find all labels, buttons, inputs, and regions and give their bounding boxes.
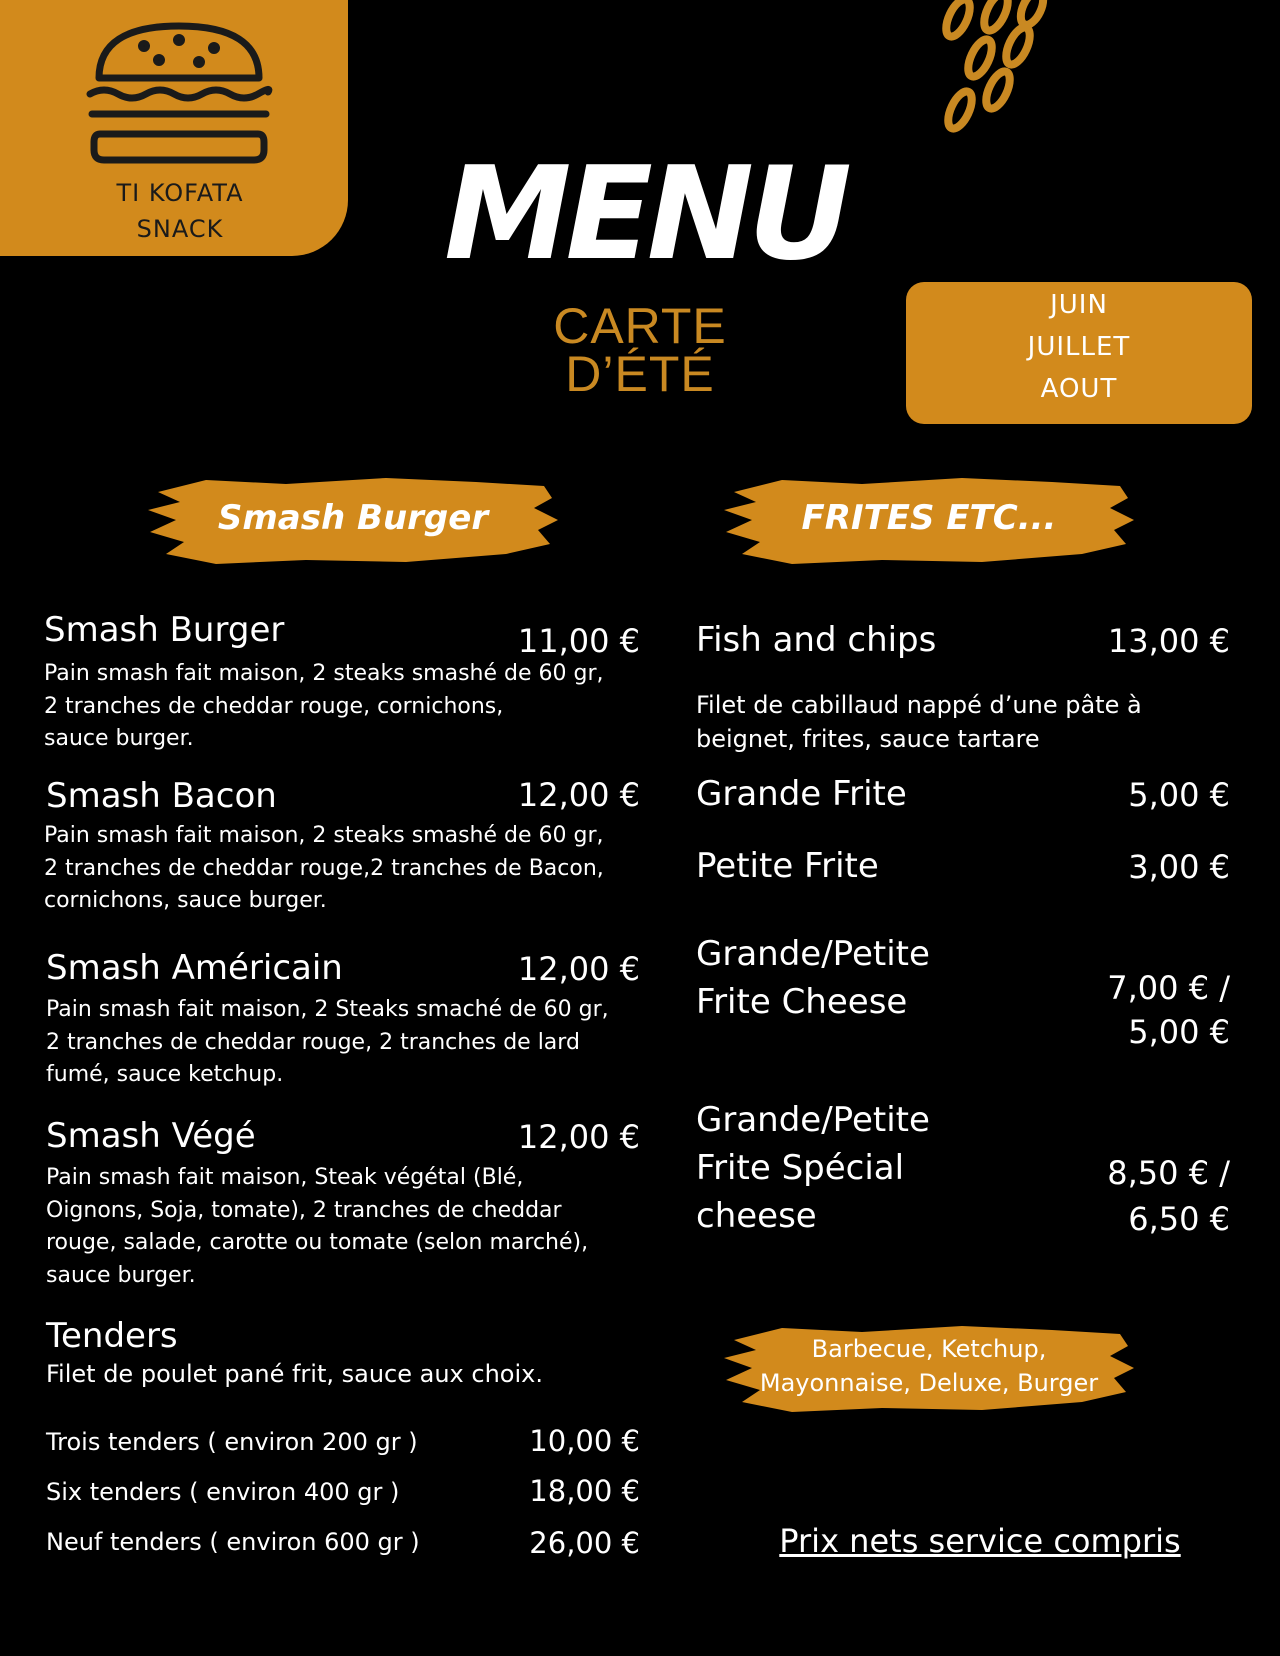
sauces-badge (722, 1320, 1136, 1416)
menu-item-price: 12,00 € (517, 776, 640, 814)
menu-item-price: 13,00 € (1107, 622, 1230, 660)
menu-item-name: Grande/Petite Frite Spécial cheese (696, 1100, 930, 1236)
month-july: JUILLET (1027, 332, 1131, 362)
menu-item-name: Fish and chips (696, 620, 937, 660)
menu-item-description: Filet de cabillaud nappé d’une pâte à beignet, frites, sauce tartare (696, 691, 1142, 753)
menu-item-description: Pain smash fait maison, Steak végétal (Blé, Oignons, Soja, tomate), 2 tranches de cheddar rouge, salade, carotte ou tomate (selon marché), sauce burger. (46, 1165, 589, 1288)
subtitle-line2: D’ÉTÉ (565, 346, 715, 402)
tender-option-label: Trois tenders ( environ 200 gr ) (46, 1428, 418, 1456)
logo-name-line1: TI KOFATA (116, 179, 244, 207)
section-header-burgers (146, 472, 560, 568)
logo-name-line2: SNACK (136, 215, 224, 243)
tender-option-price: 18,00 € (529, 1474, 640, 1508)
sauces-line2: Mayonnaise, Deluxe, Burger (759, 1369, 1099, 1397)
menu-item-name: Smash Américain (46, 948, 343, 988)
logo-block (0, 0, 348, 256)
menu-item-price: 7,00 € / 5,00 € (1107, 969, 1230, 1051)
menu-item-description: Pain smash fait maison, 2 Steaks smaché de 60 gr, 2 tranches de cheddar rouge, 2 tranches de lard fumé, sauce ketchup. (46, 997, 609, 1087)
menu-item-description: Pain smash fait maison, 2 steaks smashé de 60 gr, 2 tranches de cheddar rouge,2 tranches de Bacon, cornichons, sauce burger. (44, 823, 604, 913)
tenders-name: Tenders (46, 1316, 178, 1356)
menu-item-price: 5,00 € (1128, 776, 1230, 814)
burger-icon (84, 18, 274, 168)
tender-option-label: Six tenders ( environ 400 gr ) (46, 1478, 400, 1506)
section-header-frites (722, 472, 1136, 568)
tender-option-price: 10,00 € (529, 1424, 640, 1458)
menu-item-name: Smash Burger (44, 610, 285, 650)
months-badge (906, 282, 1252, 424)
tender-option-label: Neuf tenders ( environ 600 gr ) (46, 1528, 420, 1556)
decorative-leaves-icon (940, 0, 1100, 150)
price-note: Prix nets service compris (779, 1522, 1181, 1560)
month-june: JUIN (1050, 290, 1108, 320)
month-august: AOUT (1040, 374, 1118, 404)
menu-item-name: Grande Frite (696, 774, 907, 814)
sauces-line1: Barbecue, Ketchup, (811, 1335, 1047, 1363)
section-title-burgers: Smash Burger (217, 498, 489, 538)
menu-item-name: Smash Bacon (46, 776, 277, 816)
menu-item-price: 8,50 € / 6,50 € (1107, 1154, 1230, 1238)
menu-item-name: Smash Végé (46, 1116, 256, 1156)
menu-item-price: 11,00 € (517, 622, 640, 660)
menu-item-price: 3,00 € (1128, 848, 1230, 886)
page-title: MENU (444, 140, 846, 289)
menu-item-description: Pain smash fait maison, 2 steaks smashé de 60 gr, 2 tranches de cheddar rouge, cornichons, sauce burger. (44, 661, 604, 751)
menu-item-name: Grande/Petite Frite Cheese (696, 934, 930, 1022)
menu-item-price: 12,00 € (517, 1118, 640, 1156)
menu-item-name: Petite Frite (696, 846, 879, 886)
subtitle-line1: CARTE (553, 298, 727, 354)
tender-option-price: 26,00 € (529, 1526, 640, 1560)
tenders-description: Filet de poulet pané frit, sauce aux choix. (46, 1360, 543, 1388)
menu-item-price: 12,00 € (517, 950, 640, 988)
section-title-frites: FRITES ETC... (801, 498, 1057, 538)
